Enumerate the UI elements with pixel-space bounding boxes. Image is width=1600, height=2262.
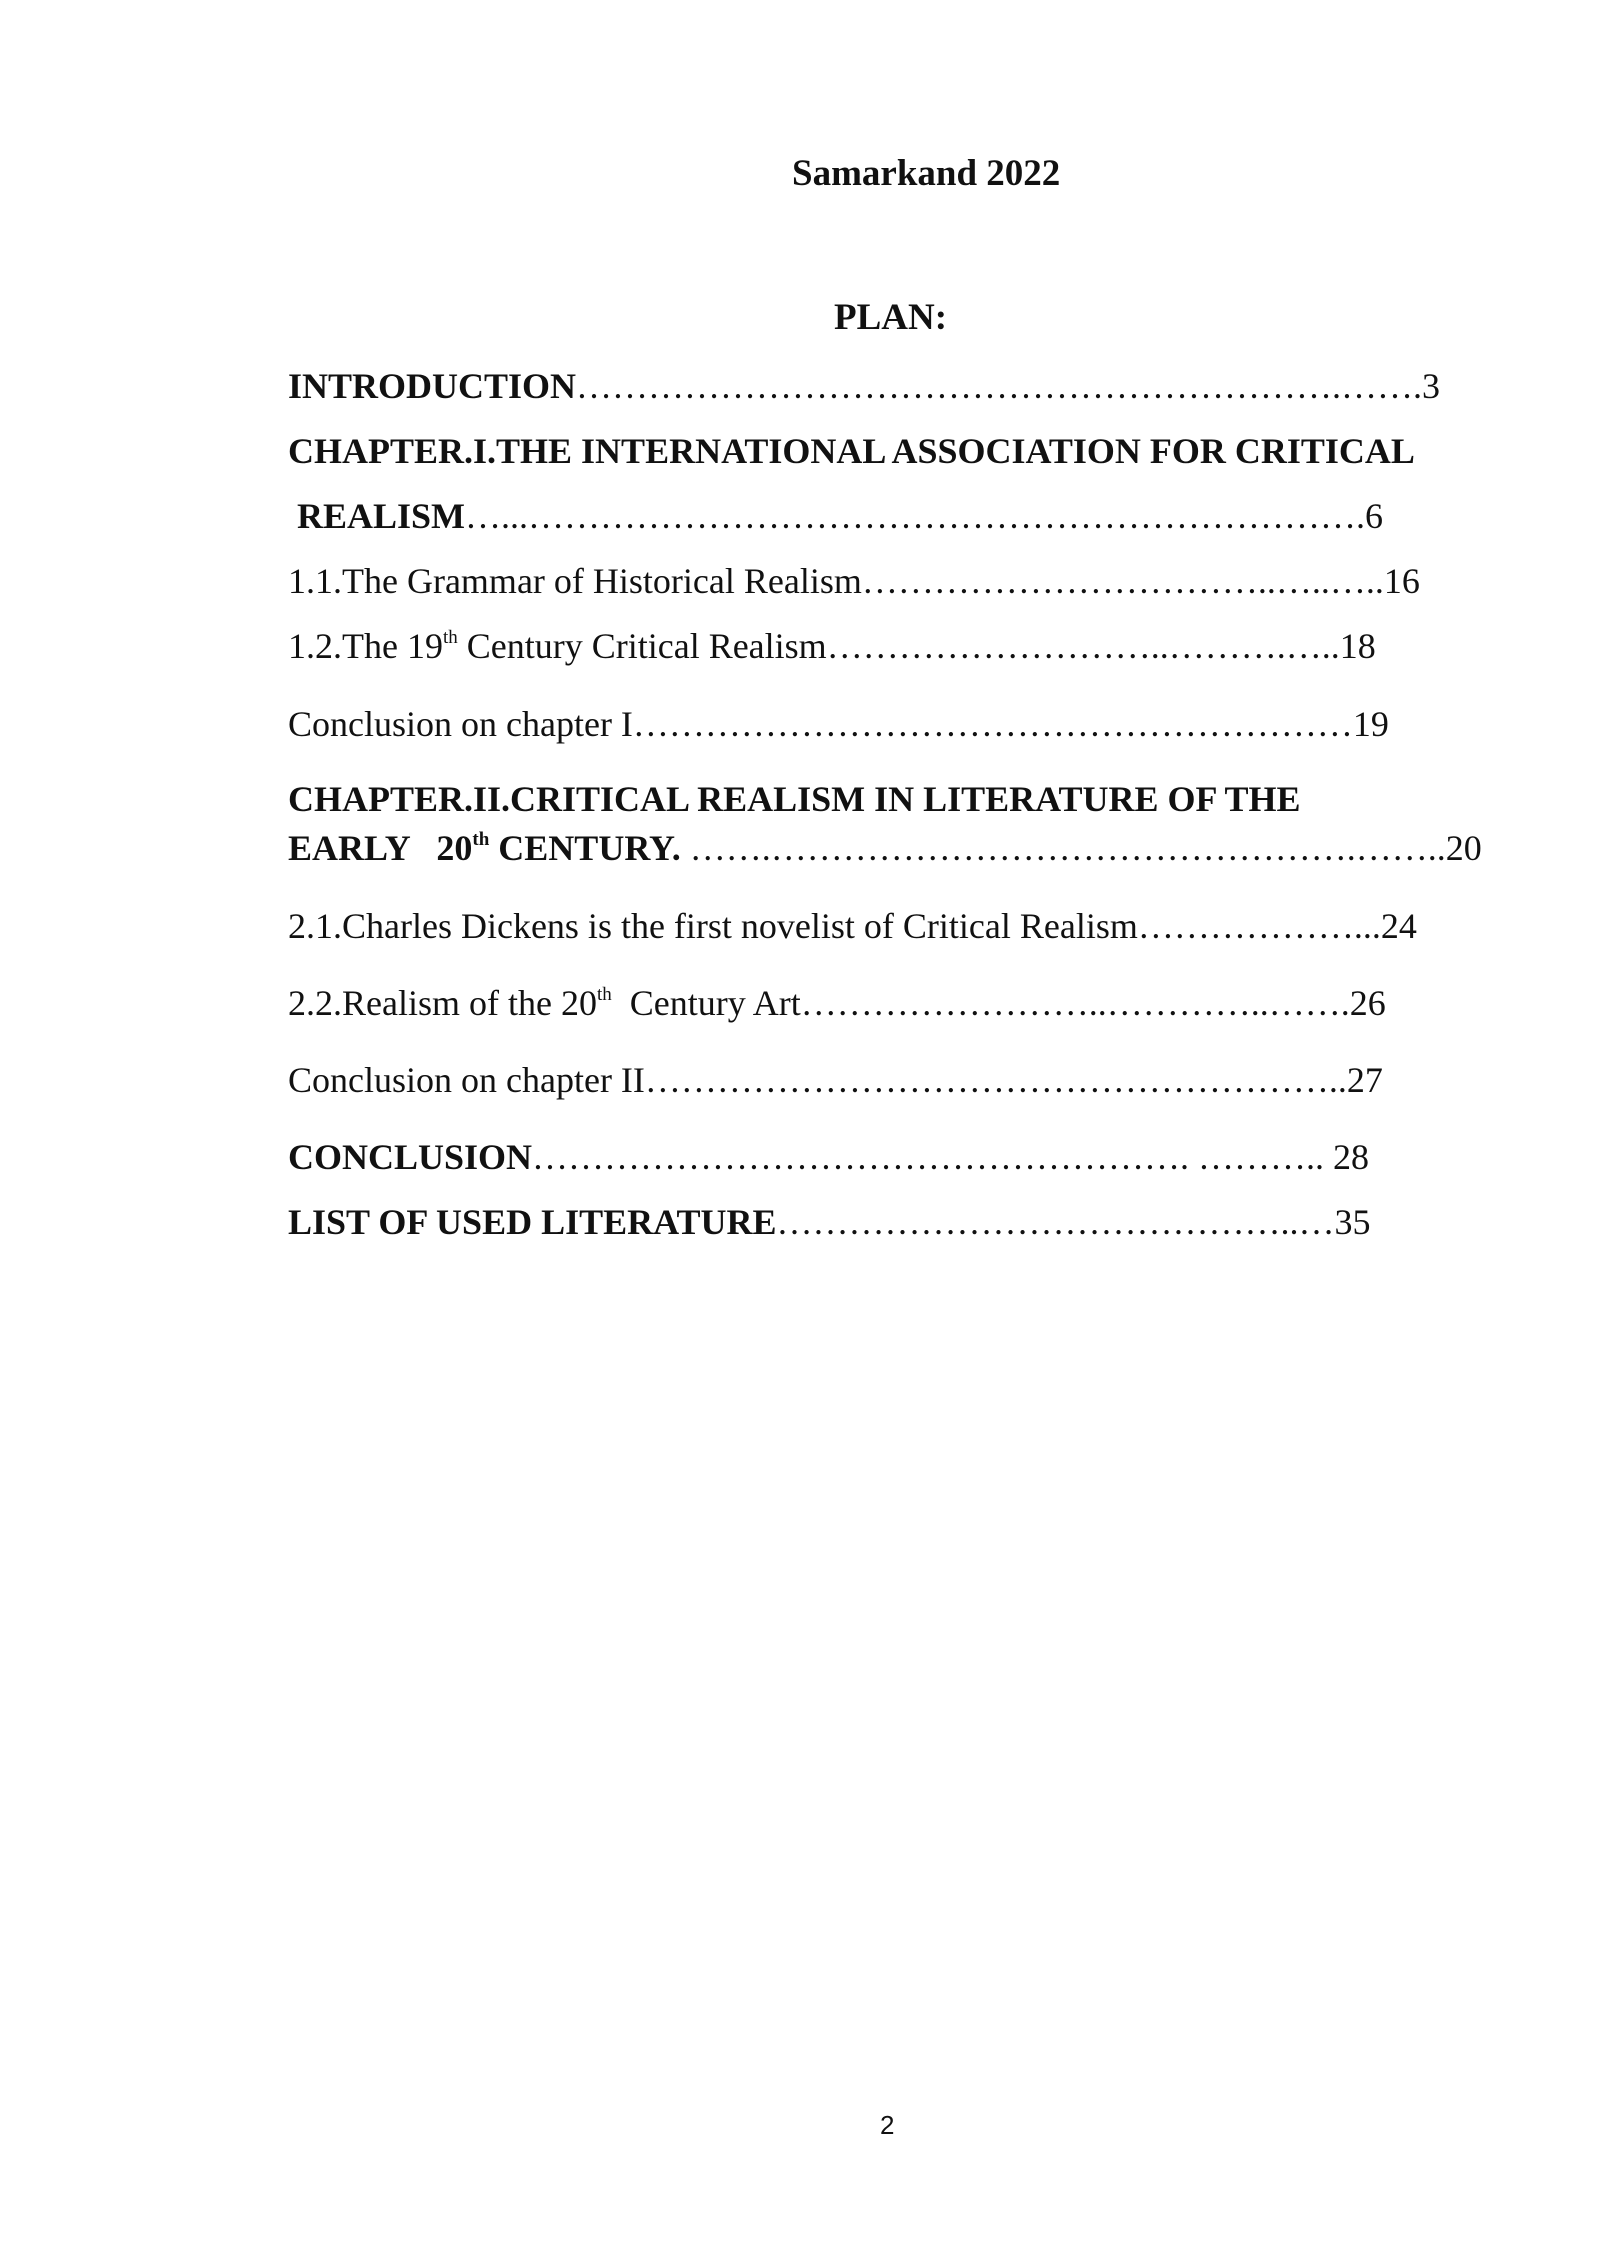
superscript-th: th bbox=[442, 627, 458, 648]
toc-leader: ………………………………………………. ……….. bbox=[532, 1137, 1334, 1177]
toc-leader: ……………………..…………..……. bbox=[800, 983, 1350, 1023]
toc-entry-section-1-1[interactable] bbox=[288, 559, 1420, 603]
toc-page: 3 bbox=[1422, 366, 1441, 406]
toc-page: 18 bbox=[1339, 626, 1376, 666]
toc-label: Conclusion on chapter I bbox=[288, 704, 633, 744]
toc-entry-conclusion-chapter-2[interactable] bbox=[288, 1058, 1383, 1102]
toc-entry-used-literature[interactable] bbox=[288, 1200, 1370, 1244]
toc-leader: ………………………..……….….. bbox=[826, 626, 1340, 666]
toc-label-rest: CENTURY. bbox=[489, 828, 681, 868]
toc-label: CHAPTER.I.THE INTERNATIONAL ASSOCIATION FOR CRITICAL bbox=[288, 431, 1415, 471]
toc-label: LIST OF USED LITERATURE bbox=[288, 1202, 777, 1242]
toc-page: 16 bbox=[1383, 561, 1420, 601]
toc-label: CHAPTER.II.CRITICAL REALISM IN LITERATURE OF THE bbox=[288, 779, 1301, 819]
toc-leader: ……………………………..…..….. bbox=[861, 561, 1384, 601]
toc-entry-chapter-1-line2[interactable] bbox=[288, 494, 1383, 538]
toc-entry-section-2-1[interactable] bbox=[288, 904, 1417, 948]
toc-leader: ……………………………………..… bbox=[776, 1202, 1335, 1242]
toc-label: 1.2.The 19 bbox=[288, 626, 443, 666]
toc-page: 26 bbox=[1349, 983, 1386, 1023]
toc-leader: ……………………………………………………….……. bbox=[576, 366, 1423, 406]
toc-page: 19 bbox=[1352, 704, 1389, 744]
toc-page: 35 bbox=[1334, 1202, 1371, 1242]
toc-leader: ………………………………………………….. bbox=[644, 1060, 1347, 1100]
city-year-heading: Samarkand 2022 bbox=[792, 153, 1061, 194]
toc-entry-conclusion-chapter-1[interactable] bbox=[288, 702, 1389, 746]
toc-entry-chapter-2-line1[interactable] bbox=[288, 777, 1301, 821]
toc-entry-chapter-1-line1[interactable] bbox=[288, 429, 1415, 473]
page-number: 2 bbox=[880, 2110, 895, 2140]
toc-label: EARLY 20 bbox=[288, 828, 473, 868]
toc-page: 27 bbox=[1346, 1060, 1383, 1100]
toc-leader: ………………... bbox=[1137, 906, 1381, 946]
toc-entry-section-2-2[interactable] bbox=[288, 981, 1386, 1032]
toc-page: 28 bbox=[1333, 1137, 1370, 1177]
toc-label: 1.1.The Grammar of Historical Realism bbox=[288, 561, 862, 601]
toc-label: REALISM bbox=[288, 496, 466, 536]
toc-leader: …………………………………………………… bbox=[632, 704, 1353, 744]
toc-entry-conclusion[interactable] bbox=[288, 1135, 1369, 1179]
toc-label: CONCLUSION bbox=[288, 1137, 533, 1177]
toc-label: 2.2.Realism of the 20 bbox=[288, 983, 597, 1023]
toc-label: Conclusion on chapter II bbox=[288, 1060, 645, 1100]
superscript-th: th bbox=[472, 829, 490, 850]
toc-page: 20 bbox=[1445, 828, 1482, 868]
plan-title: PLAN: bbox=[834, 297, 948, 338]
toc-label: 2.1.Charles Dickens is the first novelist of Critical Realism bbox=[288, 906, 1138, 946]
toc-leader: …...……………………………………………………………. bbox=[465, 496, 1366, 536]
toc-entry-section-1-2[interactable] bbox=[288, 624, 1376, 675]
toc-entry-chapter-2-line2[interactable] bbox=[288, 826, 1482, 877]
toc-page: 6 bbox=[1365, 496, 1384, 536]
toc-leader: …….………………………………………….…….. bbox=[680, 828, 1446, 868]
toc-label-rest: Century Critical Realism bbox=[457, 626, 827, 666]
toc-page: 24 bbox=[1380, 906, 1417, 946]
toc-label: INTRODUCTION bbox=[288, 366, 577, 406]
toc-label-rest: Century Art bbox=[611, 983, 801, 1023]
superscript-th: th bbox=[596, 984, 612, 1005]
toc-entry-introduction[interactable] bbox=[288, 364, 1440, 408]
